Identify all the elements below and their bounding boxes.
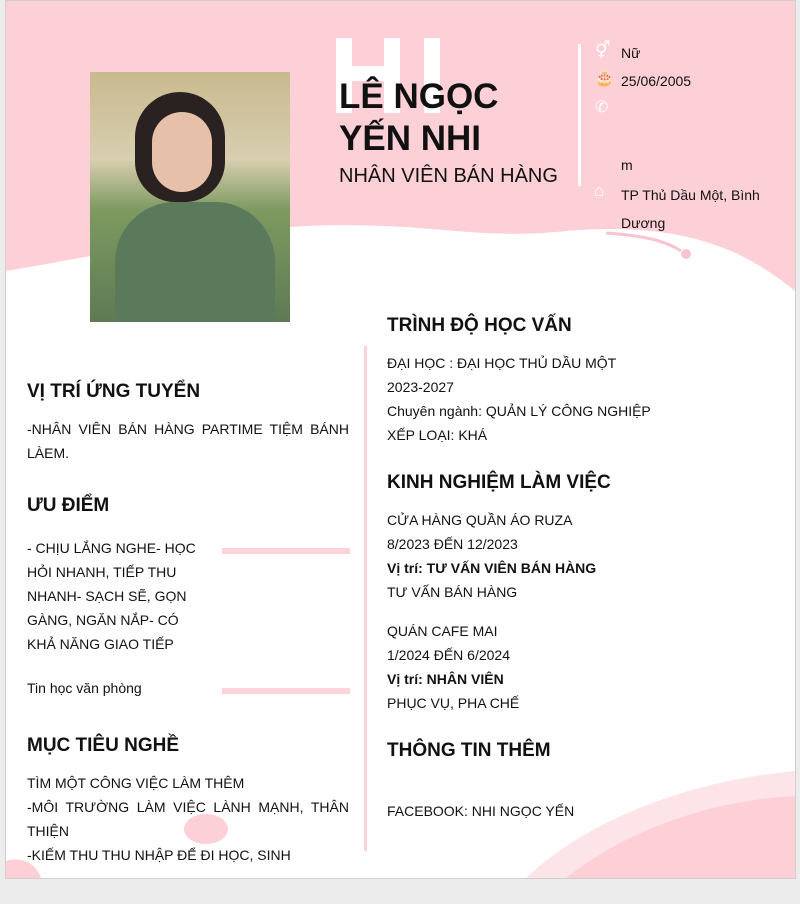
education-line: 2023-2027 (387, 379, 454, 395)
profile-photo (90, 72, 290, 322)
job-entry (387, 619, 519, 715)
job-description: TƯ VẤN BÁN HÀNG (387, 584, 518, 600)
strengths-heading: ƯU ĐIỂM (27, 495, 110, 516)
home-icon: ⌂ (594, 181, 605, 200)
job-role: Vị trí: NHÂN VIÊN (387, 671, 504, 687)
birthday: 25/06/2005 (621, 73, 692, 89)
education-line: ĐẠI HỌC : ĐẠI HỌC THỦ DẦU MỘT (387, 355, 617, 371)
candidate-title: NHÂN VIÊN BÁN HÀNG (339, 165, 558, 187)
strength-rating-bar (222, 548, 350, 554)
goal-line: -KIẾM THU THU NHẬP ĐỂ ĐI HỌC, SINH (27, 847, 291, 863)
position-text: -NHÂN VIÊN BÁN HÀNG PARTIME TIỆM BÁNH LÀEM. (27, 421, 349, 461)
strength-rating-bar (222, 688, 350, 694)
experience-heading: KINH NGHIỆM LÀM VIỆC (387, 472, 611, 493)
strength-item: Tin học văn phòng (27, 680, 142, 696)
job-role: Vị trí: TƯ VẤN VIÊN BÁN HÀNG (387, 560, 597, 576)
job-period: 1/2024 ĐẾN 6/2024 (387, 647, 510, 663)
goal-text (27, 771, 349, 867)
job-description: PHỤC VỤ, PHA CHẾ (387, 695, 520, 711)
phone-icon: ✆ (595, 99, 609, 116)
goal-line: -MÔI TRƯỜNG LÀM VIỆC LÀNH MẠNH, THÂN THIỆN (27, 799, 349, 839)
birthday-cake-icon: 🎂 (595, 70, 614, 87)
cv-page (5, 0, 796, 879)
address: TP Thủ Dầu Một, Bình Dương (621, 187, 760, 231)
more-info-heading: THÔNG TIN THÊM (387, 740, 551, 761)
education-heading: TRÌNH ĐỘ HỌC VẤN (387, 315, 572, 336)
position-heading: VỊ TRÍ ỨNG TUYỂN (27, 381, 201, 402)
header-divider (578, 44, 581, 186)
education-details (387, 351, 651, 447)
strength-item: - CHỊU LẮNG NGHE- HỌC HỎI NHANH, TIẾP THU NHANH- SẠCH SẼ, GỌN GÀNG, NGĂN NẮP- CÓ KHẢ NĂNG GIAO TIẾP (27, 540, 196, 652)
gender-icon: ⚥ (595, 41, 611, 60)
job-company: CỬA HÀNG QUẦN ÁO RUZA (387, 512, 573, 528)
gender: Nữ (621, 45, 641, 61)
candidate-name: LÊ NGỌC YẾN NHI (339, 77, 499, 158)
column-divider (364, 346, 367, 851)
job-period: 8/2023 ĐẾN 12/2023 (387, 536, 518, 552)
email: m (621, 157, 633, 173)
education-line: XẾP LOẠI: KHÁ (387, 427, 488, 443)
job-entry (387, 508, 596, 604)
job-company: QUÁN CAFE MAI (387, 623, 498, 639)
facebook: FACEBOOK: NHI NGỌC YẾN (387, 803, 575, 819)
goal-heading: MỤC TIÊU NGHỀ (27, 735, 179, 756)
goal-line: TÌM MỘT CÔNG VIỆC LÀM THÊM (27, 775, 245, 791)
education-line: Chuyên ngành: QUẢN LÝ CÔNG NGHIỆP (387, 403, 651, 419)
